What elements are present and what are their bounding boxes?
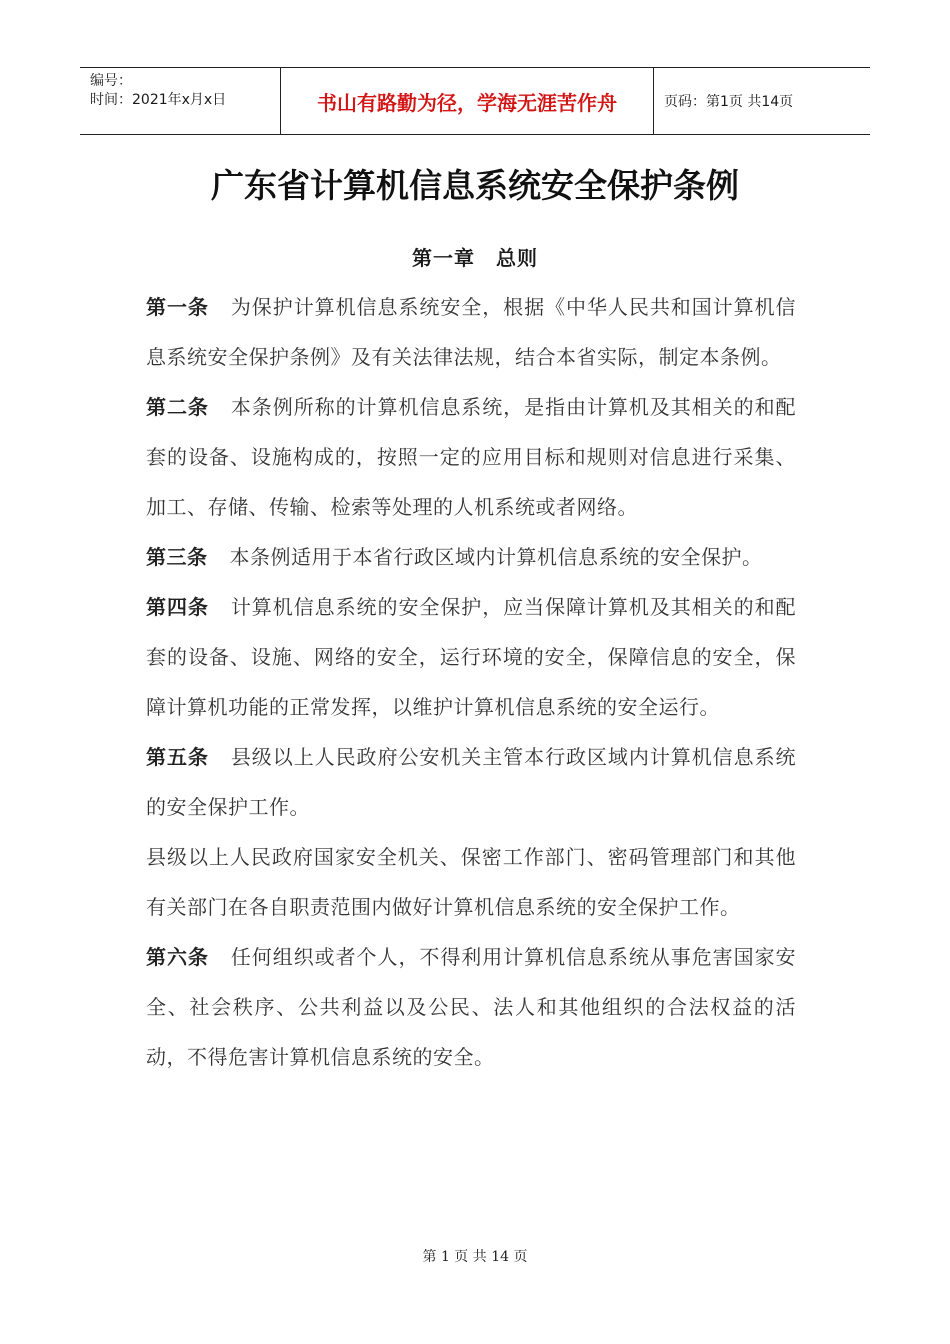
article-text: 本条例适用于本省行政区域内计算机信息系统的安全保护。 <box>229 545 763 569</box>
article-paragraph <box>146 732 796 832</box>
date-label: 时间：2021年x月x日 <box>90 92 227 108</box>
document-title: 广东省计算机信息系统安全保护条例 <box>211 166 739 205</box>
article-number: 第五条 <box>146 745 209 769</box>
number-label: 编号： <box>90 73 132 89</box>
article-number: 第三条 <box>146 545 208 569</box>
article-text: 为保护计算机信息系统安全，根据《中华人民共和国计算机信息系统安全保护条例》及有关法律法规，结合本省实际，制定本条例。 <box>146 295 797 369</box>
article-text: 任何组织或者个人，不得利用计算机信息系统从事危害国家安全、社会秩序、公共利益以及公民、法人和其他组织的合法权益的活动，不得危害计算机信息系统的安全。 <box>146 945 797 1069</box>
chapter-heading: 第一章 总则 <box>412 246 538 270</box>
document-body <box>146 282 796 1082</box>
header-motto: 书山有路勤为径，学海无涯苦作舟 <box>281 68 654 134</box>
article-number: 第六条 <box>146 945 209 969</box>
header-meta <box>80 68 281 134</box>
article-number: 第二条 <box>146 395 209 419</box>
page-footer: 第 1 页 共 14 页 <box>422 1249 528 1265</box>
header-page-info: 页码：第1页 共14页 <box>664 94 794 110</box>
article-text: 县级以上人民政府国家安全机关、保密工作部门、密码管理部门和其他有关部门在各自职责范围内做好计算机信息系统的安全保护工作。 <box>146 845 796 919</box>
article-paragraph <box>146 382 796 532</box>
article-number: 第一条 <box>146 295 209 319</box>
article-paragraph <box>146 282 796 382</box>
article-paragraph <box>146 582 796 732</box>
document-header <box>80 67 870 135</box>
article-paragraph <box>146 832 796 932</box>
article-number: 第四条 <box>146 595 209 619</box>
article-text: 计算机信息系统的安全保护，应当保障计算机及其相关的和配套的设备、设施、网络的安全，运行环境的安全，保障信息的安全，保障计算机功能的正常发挥，以维护计算机信息系统的安全运行。 <box>146 595 797 719</box>
article-text: 县级以上人民政府公安机关主管本行政区域内计算机信息系统的安全保护工作。 <box>146 745 797 819</box>
article-paragraph <box>146 932 796 1082</box>
article-text: 本条例所称的计算机信息系统，是指由计算机及其相关的和配套的设备、设施构成的，按照一定的应用目标和规则对信息进行采集、加工、存储、传输、检索等处理的人机系统或者网络。 <box>146 395 797 519</box>
article-paragraph <box>146 532 796 582</box>
